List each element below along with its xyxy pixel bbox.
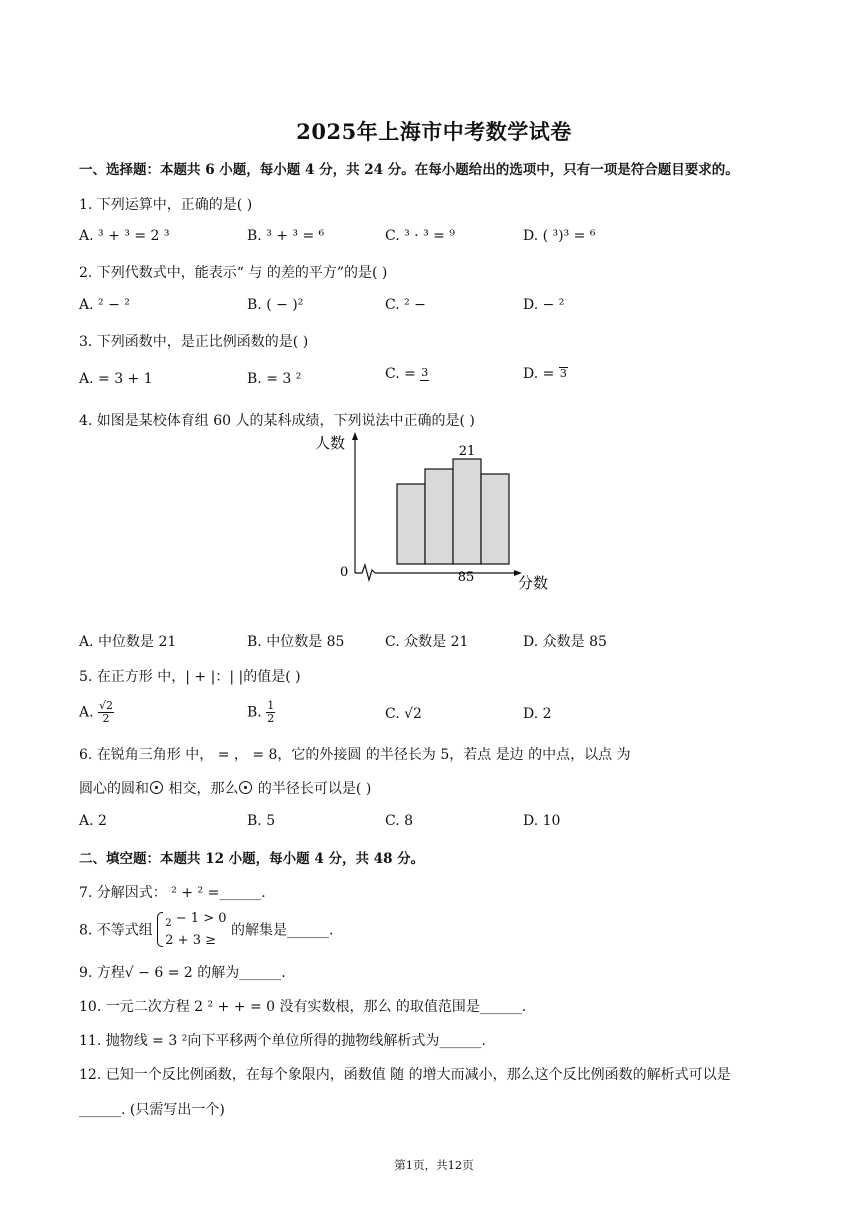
q5-b-denominator: 2	[267, 712, 275, 726]
q5-stem: 5. 在正方形 中，| + |：| |的值是( )	[79, 669, 301, 685]
q4-stem: 4. 如图是某校体育组 60 人的某科成绩，下列说法中正确的是( )	[79, 413, 475, 429]
q8-row-1-text: − 1 > 0	[171, 911, 227, 926]
q12-line-2: ______. (只需写出一个)	[79, 1102, 225, 1118]
page-title: 2025年上海市中考数学试卷	[296, 119, 572, 144]
q6-line-1: 6. 在锐角三角形 中， = ， = 8，它的外接圆 的半径长为 5，若点 是边 的中点，以点 为	[79, 747, 631, 763]
q3-option-c-label: C. =	[385, 366, 416, 382]
bars-group	[397, 444, 509, 585]
y-axis-label: 人数	[315, 434, 346, 452]
q8-prefix: 8. 不等式组	[79, 922, 153, 939]
origin-label: 0	[340, 565, 349, 580]
q5-option-a	[79, 700, 114, 725]
q2-option-c: C. ² −	[385, 297, 426, 313]
q6-option-a: A. 2	[79, 813, 107, 829]
q3-option-d-fraction	[559, 367, 568, 380]
q3-option-c-fraction	[420, 367, 429, 380]
histogram-bar	[397, 484, 425, 564]
q2-option-d: D. − ²	[523, 297, 565, 313]
q5-option-c: C. √2	[385, 706, 422, 722]
q6-line-2	[79, 778, 371, 798]
q1-stem: 1. 下列运算中，正确的是( )	[79, 197, 253, 213]
q5-b-numerator: 1	[267, 699, 275, 712]
q3-d-denominator: 3	[559, 367, 567, 381]
q5-option-a-label: A.	[79, 704, 94, 721]
q4-option-c: C. 众数是 21	[385, 634, 469, 650]
q5-option-d: D. 2	[523, 706, 552, 722]
q10-text: 10. 一元二次方程 2 ² + + = 0 没有实数根，那么 的取值范围是______.	[79, 999, 527, 1015]
q3-option-c	[385, 366, 429, 382]
circle-dot-icon	[239, 781, 252, 794]
q12-line-1: 12. 已知一个反比例函数，在每个象限内，函数值 随 的增大而减小，那么这个反比例函数的解析式可以是	[79, 1067, 731, 1083]
histogram-bar	[453, 459, 481, 564]
q1-option-c: C. ³ · ³ = ⁹	[385, 228, 455, 244]
q3-option-d	[523, 366, 568, 382]
q8-row-2: 2 + 3 ≥	[165, 933, 216, 948]
histogram-bar	[425, 469, 453, 564]
y-axis-arrow	[352, 432, 358, 440]
x-axis-break	[355, 565, 375, 580]
q9-text: 9. 方程√ − 6 = 2 的解为______.	[79, 965, 286, 981]
q8-row-1-lead: 2	[165, 918, 172, 929]
bar-value-label: 21	[458, 444, 476, 459]
histogram-chart	[300, 428, 560, 598]
page-footer: 第1页，共12页	[394, 1158, 474, 1172]
q6-option-c: C. 8	[385, 813, 414, 829]
q8-inequality-system	[157, 910, 226, 949]
q8-suffix: 的解集是______.	[230, 922, 334, 939]
q3-stem: 3. 下列函数中，是正比例函数的是( )	[79, 334, 309, 350]
q5-option-b	[247, 700, 275, 725]
q1-option-d: D. ( ³)³ = ⁶	[523, 228, 596, 244]
q2-option-b: B. ( − )²	[247, 297, 304, 313]
circle-dot-icon	[150, 781, 163, 794]
q5-a-denominator: 2	[102, 712, 110, 726]
x-axis-label: 分数	[518, 574, 549, 592]
section-1-heading: 一、选择题：本题共 6 小题，每小题 4 分，共 24 分。在每小题给出的选项中，只有一项是符合题目要求的。	[79, 162, 739, 178]
q7-text: 7. 分解因式： ² + ² =______.	[79, 885, 266, 901]
q3-option-a: A. = 3 + 1	[79, 371, 153, 387]
q6-line-2-part-c: 的半径长可以是( )	[253, 781, 372, 797]
q3-option-b: B. = 3 ²	[247, 371, 302, 387]
q4-option-b: B. 中位数是 85	[247, 634, 345, 650]
q5-option-b-fraction	[266, 700, 275, 725]
q4-option-a: A. 中位数是 21	[79, 634, 177, 650]
x-tick-label: 85	[457, 570, 475, 585]
q6-line-2-part-b: 相交，那么	[164, 781, 239, 797]
q1-option-a: A. ³ + ³ = 2 ³	[79, 228, 170, 244]
q4-option-d: D. 众数是 85	[523, 634, 607, 650]
q5-a-numerator: √2	[99, 699, 114, 712]
q1-option-b: B. ³ + ³ = ⁶	[247, 228, 325, 244]
q6-line-2-part-a: 圆心的圆和	[79, 781, 149, 797]
q11-text: 11. 抛物线 = 3 ²向下平移两个单位所得的抛物线解析式为______.	[79, 1033, 486, 1049]
q3-option-d-label: D. =	[523, 366, 555, 382]
q5-option-b-label: B.	[247, 704, 262, 721]
q5-option-a-fraction	[98, 700, 114, 725]
q2-stem: 2. 下列代数式中，能表示“ 与 的差的平方”的是( )	[79, 265, 388, 281]
q3-c-numerator: 3	[421, 366, 429, 380]
section-2-heading: 二、填空题：本题共 12 小题，每小题 4 分，共 48 分。	[79, 851, 425, 867]
q6-option-d: D. 10	[523, 813, 561, 829]
q8-row-1	[165, 910, 226, 932]
q8-line	[79, 910, 333, 949]
q2-option-a: A. ² − ²	[79, 297, 130, 313]
histogram-bar	[481, 474, 509, 564]
q6-option-b: B. 5	[247, 813, 276, 829]
